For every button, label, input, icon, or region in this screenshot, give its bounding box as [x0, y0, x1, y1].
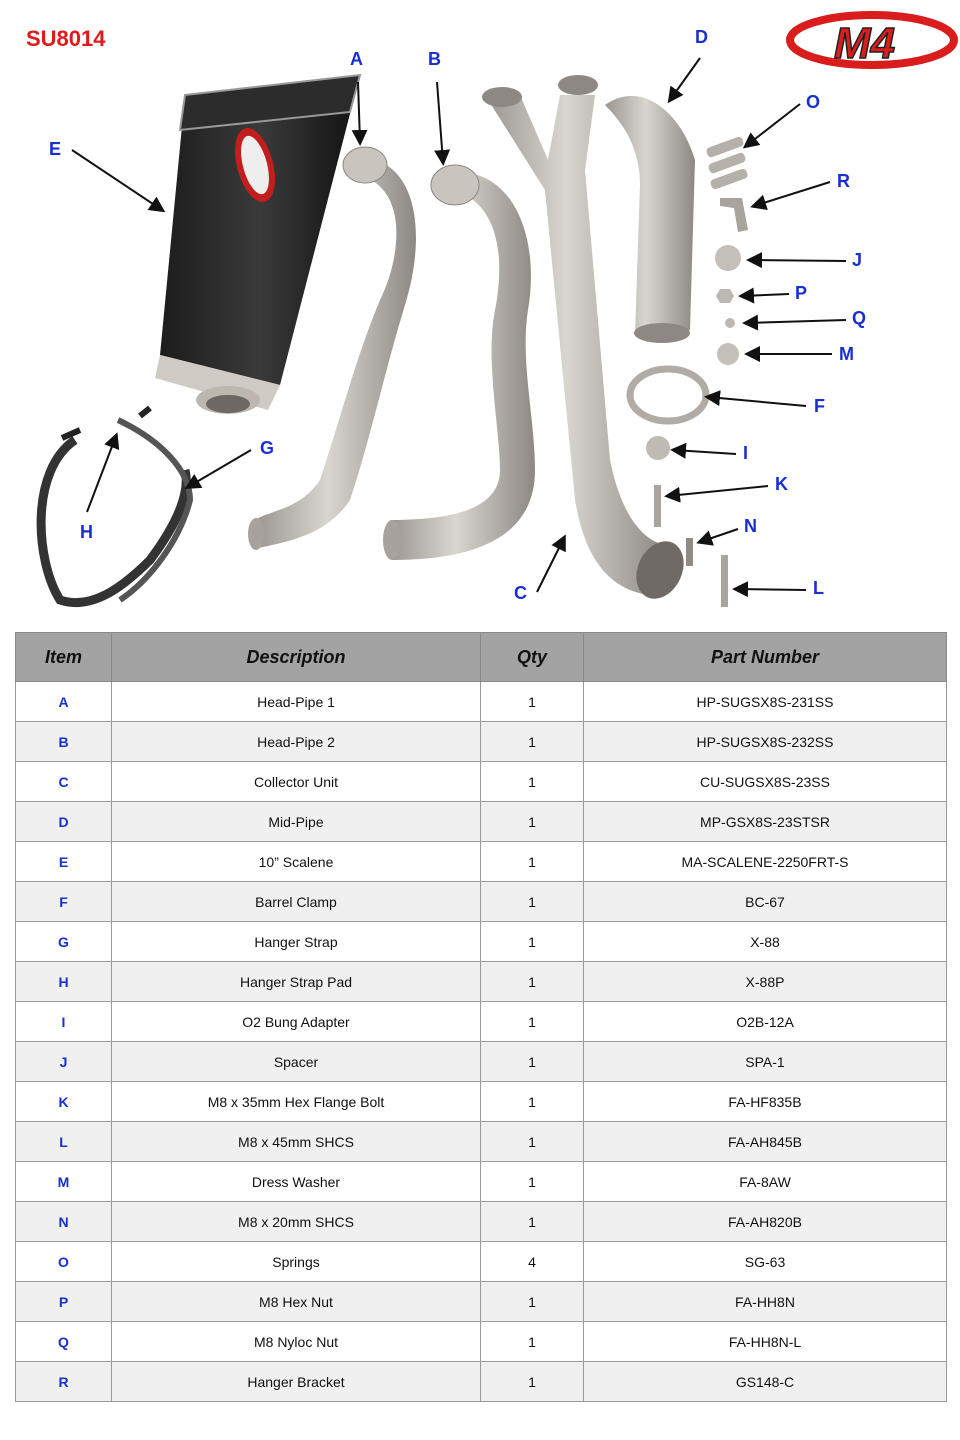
- table-row: [16, 722, 947, 762]
- table-row: [16, 1002, 947, 1042]
- callout-h: H: [80, 522, 93, 542]
- mid-pipe: [605, 96, 695, 343]
- description-cell: Mid-Pipe: [112, 802, 481, 842]
- item-cell: F: [16, 882, 112, 922]
- svg-text:M4: M4: [834, 19, 896, 68]
- item-cell: B: [16, 722, 112, 762]
- item-cell: J: [16, 1042, 112, 1082]
- barrel-clamp: [630, 369, 706, 421]
- part-number-cell: FA-HH8N: [584, 1282, 947, 1322]
- callout-c: C: [514, 583, 527, 603]
- qty-cell: 1: [481, 842, 584, 882]
- table-row: [16, 802, 947, 842]
- callout-q: Q: [852, 308, 867, 328]
- qty-cell: 4: [481, 1242, 584, 1282]
- part-number-cell: X-88P: [584, 962, 947, 1002]
- part-number-cell: CU-SUGSX8S-23SS: [584, 762, 947, 802]
- callout-f: F: [814, 396, 825, 416]
- description-cell: 10” Scalene: [112, 842, 481, 882]
- callout-l: L: [813, 578, 824, 598]
- part-number-cell: X-88: [584, 922, 947, 962]
- item-cell: L: [16, 1122, 112, 1162]
- part-number-cell: FA-AH820B: [584, 1202, 947, 1242]
- muffler-scalene: [155, 75, 360, 414]
- table-row: [16, 682, 947, 722]
- table-row: [16, 842, 947, 882]
- callout-g: G: [260, 438, 275, 458]
- column-header-qty: Qty: [481, 633, 584, 682]
- part-number-cell: FA-HH8N-L: [584, 1322, 947, 1362]
- qty-cell: 1: [481, 682, 584, 722]
- callout-p: P: [795, 283, 808, 303]
- qty-cell: 1: [481, 1082, 584, 1122]
- table-row: [16, 1122, 947, 1162]
- table-row: [16, 1242, 947, 1282]
- qty-cell: 1: [481, 762, 584, 802]
- callout-j: J: [852, 250, 863, 270]
- part-number-cell: FA-8AW: [584, 1162, 947, 1202]
- item-cell: P: [16, 1282, 112, 1322]
- part-number-cell: BC-67: [584, 882, 947, 922]
- spacer: [715, 245, 741, 271]
- table-row: [16, 1362, 947, 1402]
- qty-cell: 1: [481, 1362, 584, 1402]
- qty-cell: 1: [481, 922, 584, 962]
- description-cell: Hanger Bracket: [112, 1362, 481, 1402]
- description-cell: M8 x 35mm Hex Flange Bolt: [112, 1082, 481, 1122]
- item-cell: N: [16, 1202, 112, 1242]
- part-number-cell: GS148-C: [584, 1362, 947, 1402]
- m4-logo: [790, 15, 954, 68]
- description-cell: O2 Bung Adapter: [112, 1002, 481, 1042]
- column-header-description: Description: [112, 633, 481, 682]
- callout-r: R: [837, 171, 850, 191]
- column-header-part-number: Part Number: [584, 633, 947, 682]
- description-cell: Spacer: [112, 1042, 481, 1082]
- qty-cell: 1: [481, 882, 584, 922]
- callout-o: O: [806, 92, 821, 112]
- nyloc-nut: [725, 318, 735, 328]
- description-cell: M8 Nyloc Nut: [112, 1322, 481, 1362]
- table-body: [16, 682, 947, 1402]
- part-number-cell: O2B-12A: [584, 1002, 947, 1042]
- table-row: [16, 1082, 947, 1122]
- item-cell: O: [16, 1242, 112, 1282]
- description-cell: Dress Washer: [112, 1162, 481, 1202]
- item-cell: D: [16, 802, 112, 842]
- flange-bolt: [654, 485, 661, 527]
- description-cell: M8 x 20mm SHCS: [112, 1202, 481, 1242]
- qty-cell: 1: [481, 722, 584, 762]
- shcs-20mm: [686, 538, 693, 566]
- callout-i: I: [743, 443, 749, 463]
- qty-cell: 1: [481, 1042, 584, 1082]
- qty-cell: 1: [481, 1122, 584, 1162]
- part-number-cell: SG-63: [584, 1242, 947, 1282]
- dress-washer: [717, 343, 739, 365]
- part-number-cell: FA-HF835B: [584, 1082, 947, 1122]
- description-cell: Hanger Strap Pad: [112, 962, 481, 1002]
- item-cell: Q: [16, 1322, 112, 1362]
- callout-n: N: [744, 516, 757, 536]
- qty-cell: 1: [481, 1282, 584, 1322]
- hanger-bracket: [720, 198, 748, 232]
- callout-k: K: [775, 474, 788, 494]
- callout-d: D: [695, 27, 708, 47]
- table-row: [16, 762, 947, 802]
- o2-bung-adapter: [646, 436, 670, 460]
- qty-cell: 1: [481, 1322, 584, 1362]
- callout-m: M: [839, 344, 854, 364]
- table-row: [16, 1042, 947, 1082]
- qty-cell: 1: [481, 962, 584, 1002]
- callout-b: B: [428, 49, 441, 69]
- part-number-cell: HP-SUGSX8S-231SS: [584, 682, 947, 722]
- callout-e: E: [49, 139, 62, 159]
- part-number-cell: MA-SCALENE-2250FRT-S: [584, 842, 947, 882]
- part-number-cell: SPA-1: [584, 1042, 947, 1082]
- hex-nut: [716, 289, 734, 303]
- item-cell: E: [16, 842, 112, 882]
- item-cell: G: [16, 922, 112, 962]
- table-header-row: [16, 633, 947, 682]
- springs: [705, 136, 748, 190]
- table-row: [16, 922, 947, 962]
- item-cell: I: [16, 1002, 112, 1042]
- description-cell: Springs: [112, 1242, 481, 1282]
- table-row: [16, 962, 947, 1002]
- description-cell: Barrel Clamp: [112, 882, 481, 922]
- table-row: [16, 1322, 947, 1362]
- part-code: SU8014: [26, 26, 106, 51]
- item-cell: C: [16, 762, 112, 802]
- callout-a: A: [350, 49, 363, 69]
- qty-cell: 1: [481, 1202, 584, 1242]
- description-cell: M8 x 45mm SHCS: [112, 1122, 481, 1162]
- item-cell: M: [16, 1162, 112, 1202]
- description-cell: Hanger Strap: [112, 922, 481, 962]
- table-row: [16, 1162, 947, 1202]
- shcs-45mm: [721, 555, 728, 607]
- part-number-cell: HP-SUGSX8S-232SS: [584, 722, 947, 762]
- part-number-cell: MP-GSX8S-23STSR: [584, 802, 947, 842]
- table-row: [16, 1202, 947, 1242]
- qty-cell: 1: [481, 1162, 584, 1202]
- column-header-item: Item: [16, 633, 112, 682]
- qty-cell: 1: [481, 802, 584, 842]
- parts-table: [15, 632, 947, 1402]
- description-cell: M8 Hex Nut: [112, 1282, 481, 1322]
- item-cell: R: [16, 1362, 112, 1402]
- part-number-cell: FA-AH845B: [584, 1122, 947, 1162]
- table-row: [16, 1282, 947, 1322]
- item-cell: K: [16, 1082, 112, 1122]
- item-cell: H: [16, 962, 112, 1002]
- parts-diagram: [0, 0, 960, 625]
- table-row: [16, 882, 947, 922]
- qty-cell: 1: [481, 1002, 584, 1042]
- item-cell: A: [16, 682, 112, 722]
- description-cell: Collector Unit: [112, 762, 481, 802]
- description-cell: Head-Pipe 1: [112, 682, 481, 722]
- description-cell: Head-Pipe 2: [112, 722, 481, 762]
